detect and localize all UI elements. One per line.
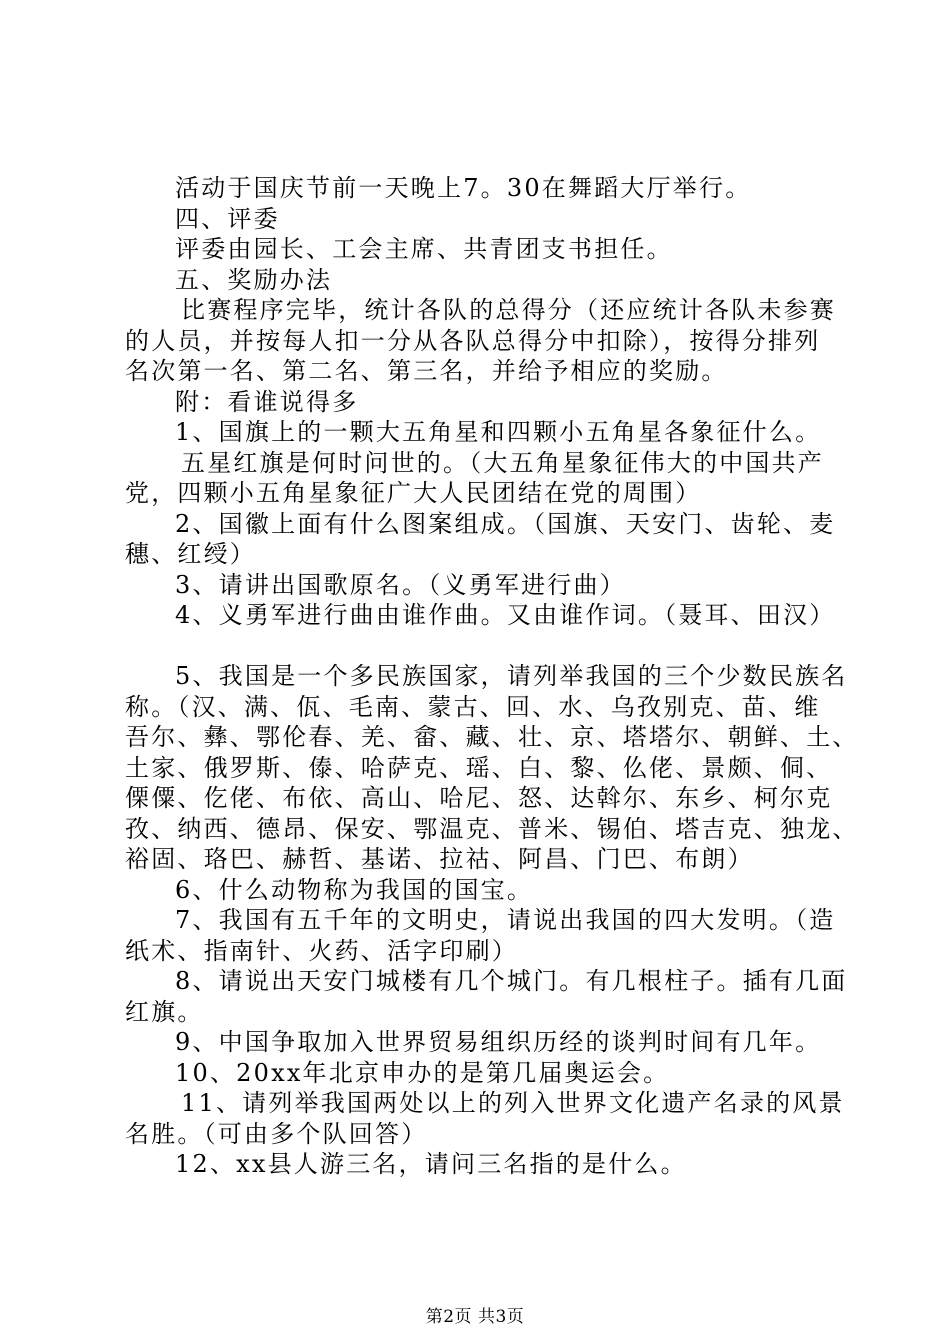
question-line: 10、20xx年北京申办的是第几届奥运会。 [175,1058,670,1087]
blank-line [125,631,830,662]
question-line: 孜、纳西、德昂、保安、鄂温克、普米、锡伯、塔吉克、独龙、 [125,814,859,843]
section-heading: 四、评委 [175,204,280,233]
question-line: 2、国徽上面有什么图案组成。（国旗、天安门、齿轮、麦 [175,509,836,538]
question-line: 12、xx县人游三名，请问三名指的是什么。 [175,1150,687,1178]
question-line: 裕固、珞巴、赫哲、基诺、拉祜、阿昌、门巴、布朗） [125,845,754,873]
page-footer: 第2页 共3页 [425,1307,525,1327]
question-line: 吾尔、彝、鄂伦春、羌、畲、藏、壮、京、塔塔尔、朝鲜、土、 [125,723,859,751]
section-heading: 五、奖励办法 [175,265,333,294]
paragraph-line: 评委由园长、工会主席、共青团支书担任。 [175,235,673,263]
paragraph-line: 活动于国庆节前一天晚上7。30在舞蹈大厅举行。 [175,174,752,202]
question-line: 五星红旗是何时问世的。（大五角星象征伟大的中国共产 [181,448,824,477]
section-heading: 附：看谁说得多 [175,387,359,416]
document-body [125,173,859,1180]
question-line: 纸术、指南针、火药、活字印刷） [125,936,518,965]
question-line: 6、什么动物称为我国的国宝。 [175,875,534,904]
question-line: 8、请说出天安门城楼有几个城门。有几根柱子。插有几面 [175,967,848,995]
question-line: 5、我国是一个多民族国家，请列举我国的三个少数民族名 [175,662,848,690]
question-line: 党，四颗小五角星象征广大人民团结在党的周围） [125,479,702,507]
question-line: 傈僳、仡佬、布依、高山、哈尼、怒、达斡尔、东乡、柯尔克 [125,784,833,812]
paragraph-line: 的人员，并按每人扣一分从各队总得分中扣除），按得分排列 [125,326,821,355]
question-line: 4、义勇军进行曲由谁作曲。又由谁作词。（聂耳、田汉） [175,601,836,629]
question-line: 名胜。（可由多个队回答） [125,1119,428,1148]
question-line: 红旗。 [125,997,204,1026]
question-line: 称。（汉、满、佤、毛南、蒙古、回、水、乌孜别克、苗、维 [125,692,821,721]
question-line: 7、我国有五千年的文明史，请说出我国的四大发明。（造 [175,906,836,934]
question-line: 1、国旗上的一颗大五角星和四颗小五角星各象征什么。 [175,418,822,446]
question-line: 11、请列举我国两处以上的列入世界文化遗产名录的风景 [181,1089,845,1117]
question-line: 3、请讲出国歌原名。（义勇军进行曲） [175,570,626,599]
paragraph-line: 比赛程序完毕，统计各队的总得分（还应统计各队未参赛 [181,296,836,324]
question-line: 9、中国争取加入世界贸易组织历经的谈判时间有几年。 [175,1028,822,1056]
question-line: 穗、红绶） [125,540,256,568]
paragraph-line: 名次第一名、第二名、第三名，并给予相应的奖励。 [125,357,728,385]
question-line: 土家、俄罗斯、傣、哈萨克、瑶、白、黎、仫佬、景颇、侗、 [125,753,833,782]
